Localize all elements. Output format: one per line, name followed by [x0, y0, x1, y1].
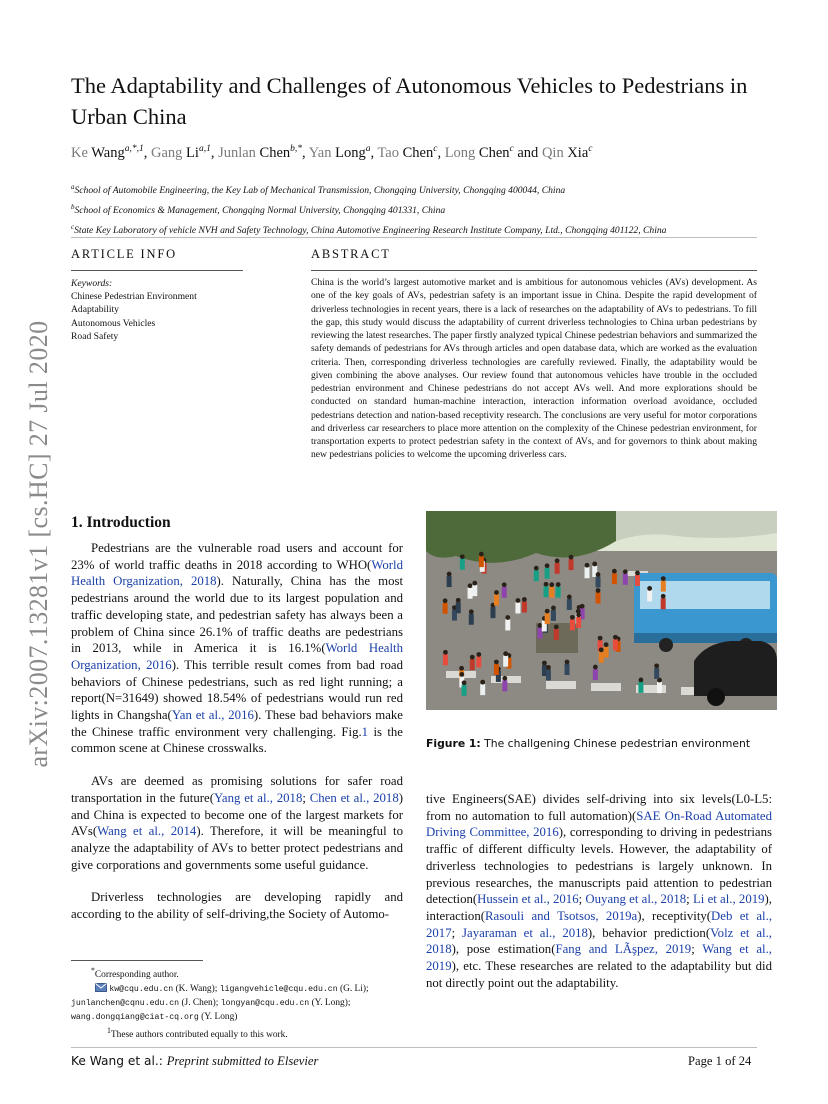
running-footer: Ke Wang et al.: Preprint submitted to Elsevier: [71, 1054, 319, 1068]
figure-photo: [426, 511, 777, 710]
section-heading: 1. Introduction: [71, 514, 171, 531]
citation-link[interactable]: Li et al., 2019: [692, 892, 765, 907]
email-link[interactable]: longyan@cqu.edu.cn: [220, 998, 310, 1008]
citation-link[interactable]: Volz et al., 2018: [426, 925, 772, 957]
footnote-rule: [71, 960, 203, 961]
affiliation: $^a$School of Automobile Engineering, the Key Lab of Mechanical Transmission, Chongqing University, Chongqing 400044, China: [71, 183, 566, 196]
divider: [71, 237, 757, 238]
affiliations: [71, 179, 771, 239]
email-link[interactable]: ligangvehicle@cqu.edu.cn: [219, 984, 338, 994]
footnote-emails: junlanchen@cqnu.edu.cn (J. Chen); longyan@cqu.edu.cn (Y. Long);: [71, 997, 351, 1008]
keywords-block: [71, 277, 246, 343]
author-list: Ke Wang$^{a,*,1}$, Gang Li$^{a,1}$, Junlan Chen$^{b,*}$, Yan Long$^a$, Tao Chen$^c$, Long Chen$^c$ and Qin Xia$^c$: [71, 144, 593, 161]
footer-divider: [71, 1047, 757, 1048]
author[interactable]: Ke Wang: [71, 145, 125, 161]
citation-link[interactable]: Yang et al., 2018: [213, 790, 303, 805]
paragraph: tive Engineers(SAE) divides self-driving into six levels(L0-L5: from no automation to full automation)(SAE On-Road Automated Driving Committee, 2016), corresponding to driving in pedestrians traffic of different difficulty levels. However, the adaptability of driverless technologies to pedestrians is largely unknown. In previous researches, the manuscripts paid attention to pedestrian detection(Hussein et al., 2016; Ouyang et al., 2018; Li et al., 2019), interaction(Rasouli and Tsotsos, 2019a), receptivity(Deb et al., 2017; Jayaraman et al., 2018), behavior prediction(Volz et al., 2018), pose estimation(Fang and LÃşpez, 2019; Wang et al., 2019), etc. These researches are related to the adaptability but did not directly point out the adaptability.: [426, 792, 773, 990]
left-column: [71, 540, 403, 939]
figure-label: Figure 1:: [426, 737, 481, 750]
article-info-heading: ARTICLE INFO: [71, 247, 177, 261]
author-sup: a,*,1: [124, 144, 144, 154]
citation-link[interactable]: Wang et al., 2014: [97, 824, 197, 839]
author-sup: a: [365, 144, 371, 154]
author-sup: a,1: [198, 144, 211, 154]
citation-link[interactable]: Chen et al., 2018: [309, 790, 399, 805]
author[interactable]: Qin Xia: [541, 145, 589, 161]
figure-caption: [426, 737, 777, 750]
citation-link[interactable]: SAE On-Road Automated Driving Committee, 2016: [426, 808, 772, 840]
email-link[interactable]: junlanchen@cqnu.edu.cn: [71, 998, 180, 1008]
citation-link[interactable]: World Health Organization, 2018: [71, 557, 403, 589]
right-column: [426, 791, 772, 991]
figure-caption-text: The challgening Chinese pedestrian environment: [484, 737, 751, 750]
keywords-label: Keywords:: [71, 278, 113, 289]
email-link[interactable]: kw@cqu.edu.cn: [109, 984, 174, 994]
paper-title: The Adaptability and Challenges of Autonomous Vehicles to Pedestrians in Urban China: [71, 73, 748, 129]
citation-link[interactable]: Yan et al., 2016: [171, 708, 254, 723]
citation-link[interactable]: Wang et al., 2019: [426, 942, 772, 974]
citation-link[interactable]: World Health Organization, 2016: [71, 641, 403, 672]
keyword: Autonomous Vehicles: [71, 317, 156, 329]
author-conj: and: [517, 145, 539, 161]
footnote-equal-contribution: $^1$These authors contributed equally to this work.: [107, 1026, 288, 1041]
author-sup: c: [433, 144, 438, 154]
author[interactable]: Gang Li: [151, 145, 199, 161]
envelope-icon: [95, 983, 107, 992]
citation-link[interactable]: Hussein et al., 2016: [477, 892, 579, 907]
page-number: Page 1 of 24: [688, 1054, 752, 1068]
abstract-heading: ABSTRACT: [311, 247, 391, 261]
citation-link[interactable]: Jayaraman et al., 2018: [462, 925, 588, 940]
abstract-text: China is the world’s largest automotive market and is ambitious for autonomous vehicles (AVs) development. As one of the key goals of AVs, pedestrian safety is an important issue in China. Despite the rapid development of driverless technologies in recent years, there is a lack of researches on the adaptability of AVs to pedestrians. To fill the gap, this study would discuss the adaptability of current driverless technologies to China urban pedestrians by reviewing the latest researches. The paper firstly analyzed typical Chinese pedestrian behaviors and summarized the safety demands of pedestrians for AVs through articles and open database data, which are worked as the evaluation criteria. Then, corresponding driverless technologies are carefully reviewed. Finally, the adaptability would be given combining the above analyses. Our review found that autonomous vehicles have trouble in the occluded pedestrian environment and Chinese pedestrians do not accept AVs well. And more explorations should be conducted on standard human-machine interaction, interaction information overload avoidance, occluded pedestrians detection and nation-based receptivity research. The conclusions are very useful for motor corporations and driverless car researchers to place more attention on the complexity of the Chinese pedestrian environment, for transportation experts to protect pedestrian safety in the context of AVs, and for governors to think about making new pedestrians policies to welcome the upcoming driverless cars.: [311, 277, 757, 461]
paragraph: Driverless technologies are developing rapidly and according to the ability of self-driving,the Society of Automo-: [71, 890, 403, 922]
author[interactable]: Yan Long: [308, 145, 366, 161]
affiliation: $^c$State Key Laboratory of vehicle NVH and Safety Technology, China Automotive Engineering Research Institute Company, Ltd., Chongqing 401122, China: [71, 223, 667, 236]
author[interactable]: Tao Chen: [377, 145, 434, 161]
figure-ref-link[interactable]: 1: [361, 724, 369, 739]
arxiv-stamp: arXiv:2007.13281v1 [cs.HC] 27 Jul 2020: [24, 320, 53, 768]
crosswalk-scene-image: [426, 511, 777, 710]
author-sup: c: [509, 144, 514, 154]
author[interactable]: Junlan Chen: [218, 145, 291, 161]
affiliation: $^b$School of Economics & Management, Chongqing Normal University, Chongqing 401331, China: [71, 203, 446, 216]
footnote-emails: wang.dongqiang@ciat-cq.org (Y. Long): [71, 1011, 238, 1022]
author-sup: b,*: [290, 144, 303, 154]
divider: [311, 270, 757, 271]
citation-link[interactable]: Ouyang et al., 2018: [585, 892, 687, 907]
author[interactable]: Long Chen: [444, 145, 510, 161]
keyword: Road Safety: [71, 330, 119, 342]
citation-link[interactable]: Fang and LÃşpez, 2019: [555, 942, 692, 957]
citation-link[interactable]: Rasouli and Tsotsos, 2019a: [484, 908, 638, 923]
footnote-corresponding: *Corresponding author.: [91, 966, 179, 981]
citation-link[interactable]: Deb et al., 2017: [426, 908, 773, 940]
keyword: Adaptability: [71, 304, 119, 316]
paragraph: Pedestrians are the vulnerable road users and account for 23% of world traffic deaths in 2018 according to WHO(World Health Organization, 2018). Naturally, China has the most pedestrians around the world due to its largest population and traffic developing state, and pedestrian safety has always been a problem of China since 26.1% of traffic deaths are pedestrians in 2013, while in America it is 16.1%(World Health Organization, 2016). This terrible result comes from bad road behaviors of Chinese pedestrians, such as red light running; a report(N=31649) showed 18.54% of pedestrians would run red lights in Changsha(Yan et al., 2016). These bad behaviors make the Chinese traffic environment very challenging. Fig.1 is the common scene at Chinese crosswalks.: [71, 541, 403, 756]
author-sup: c: [588, 144, 593, 154]
footnote-emails: kw@cqu.edu.cn (K. Wang); ligangvehicle@cqu.edu.cn (G. Li);: [71, 983, 411, 997]
paragraph: AVs are deemed as promising solutions for safer road transportation in the future(Yang et al., 2018; Chen et al., 2018) and China is expected to become one of the largest markets for AVs(Wang et al., 2014). Therefore, it will be meaningful to analyze the adaptability of AVs to better protect pedestrians and give corporations and governments some useful guidance.: [71, 774, 403, 872]
email-link[interactable]: wang.dongqiang@ciat-cq.org: [71, 1012, 199, 1022]
footnotes: [71, 964, 411, 1043]
keyword: Chinese Pedestrian Environment: [71, 291, 197, 303]
divider: [71, 270, 243, 271]
